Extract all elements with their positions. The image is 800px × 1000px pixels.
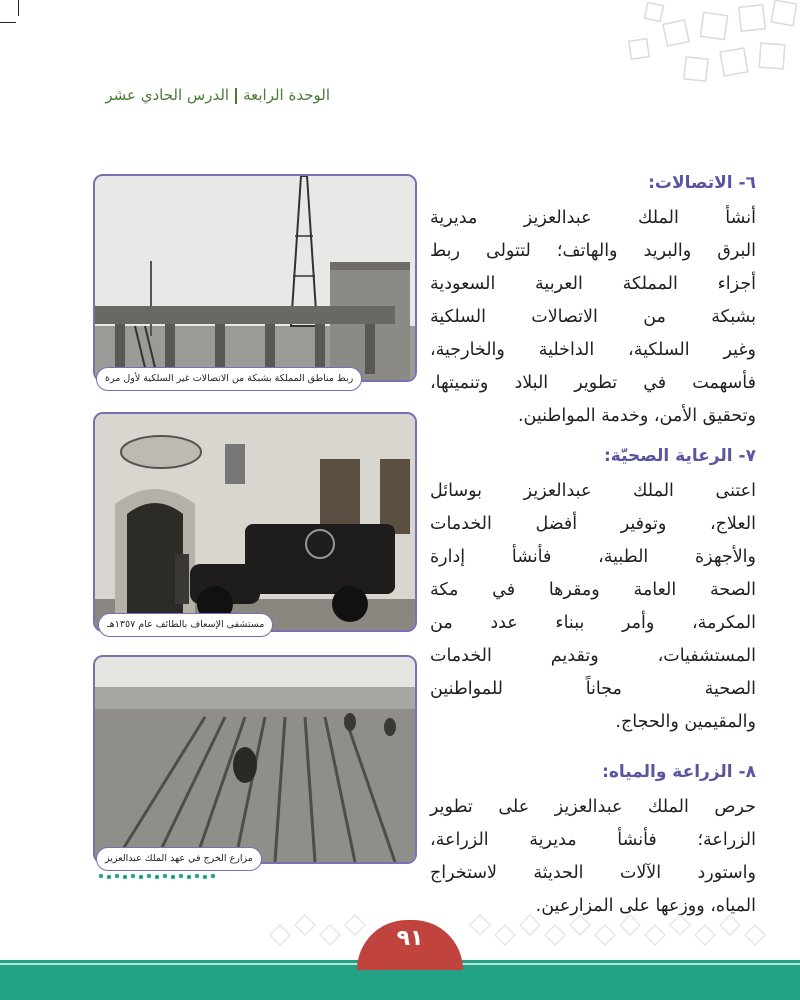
paragraph-line: أنشأ الملك عبدالعزيز مديرية	[430, 208, 756, 228]
paragraph-line: المستشفيات، وتقديم الخدمات	[430, 646, 756, 666]
paragraph-line: حرص الملك عبدالعزيز على تطوير	[430, 797, 756, 817]
crop-mark	[0, 22, 16, 23]
section-title-communications: ٦- الاتصالات:	[648, 173, 756, 193]
text-column	[430, 168, 756, 923]
section-title-healthcare: ٧- الرعاية الصحيّة:	[603, 446, 756, 466]
paragraph-line: البرق والبريد والهاتف؛ لتتولى ربط	[430, 241, 756, 261]
paragraph-line: المياه، ووزعها على المزارعين.	[535, 896, 756, 916]
paragraph-line: بشبكة من الاتصالات السلكية	[430, 307, 756, 327]
paragraph-line: والأجهزة الطبية، فأنشأ إدارة	[430, 547, 756, 567]
photo-hospital	[93, 412, 417, 632]
page-number: ٩١	[396, 926, 424, 951]
paragraph-line: العلاج، وتوفير أفضل الخدمات	[430, 514, 756, 534]
unit-label: الوحدة الرابعة	[243, 86, 330, 104]
unit-lesson-header	[105, 86, 330, 104]
photo-caption: مزارع الخرج في عهد الملك عبدالعزيز	[96, 847, 262, 871]
section-title-agriculture: ٨- الزراعة والمياه:	[602, 762, 756, 782]
paragraph-line: الصحة العامة ومقرها في مكة	[430, 580, 756, 600]
crop-mark	[18, 0, 19, 16]
paragraph-line: الزراعة؛ فأنشأ مديرية الزراعة،	[430, 830, 756, 850]
paragraph-line: أجزاء المملكة العربية السعودية	[430, 274, 756, 294]
header-separator	[235, 88, 237, 104]
paragraph-line: والمقيمين والحجاج.	[615, 712, 756, 732]
paragraph-line: اعتنى الملك عبدالعزيز بوسائل	[430, 481, 756, 501]
decorative-squares	[470, 0, 800, 95]
lesson-label: الدرس الحادي عشر	[105, 86, 230, 104]
paragraph-line: وتحقيق الأمن، وخدمة المواطنين.	[517, 406, 756, 426]
photo-telecom-tower	[93, 174, 417, 382]
photo-caption: ربط مناطق المملكة بشبكة من الاتصالات غير السلكية لأول مرة	[96, 367, 362, 391]
paragraph-line: الصحية مجاناً للمواطنين	[430, 679, 756, 699]
paragraph-line: فأسهمت في تطوير البلاد وتنميتها،	[430, 373, 756, 393]
paragraph-line: واستورد الآلات الحديثة لاستخراج	[430, 863, 756, 883]
paragraph-line: المكرمة، وأمر ببناء عدد من	[430, 613, 756, 633]
photo-caption: مستشفى الإسعاف بالطائف عام ١٣٥٧هـ	[98, 613, 273, 637]
paragraph-line: وغير السلكية، الداخلية والخارجية،	[430, 340, 756, 360]
decorative-dots	[97, 858, 297, 880]
photo-farms	[93, 655, 417, 864]
